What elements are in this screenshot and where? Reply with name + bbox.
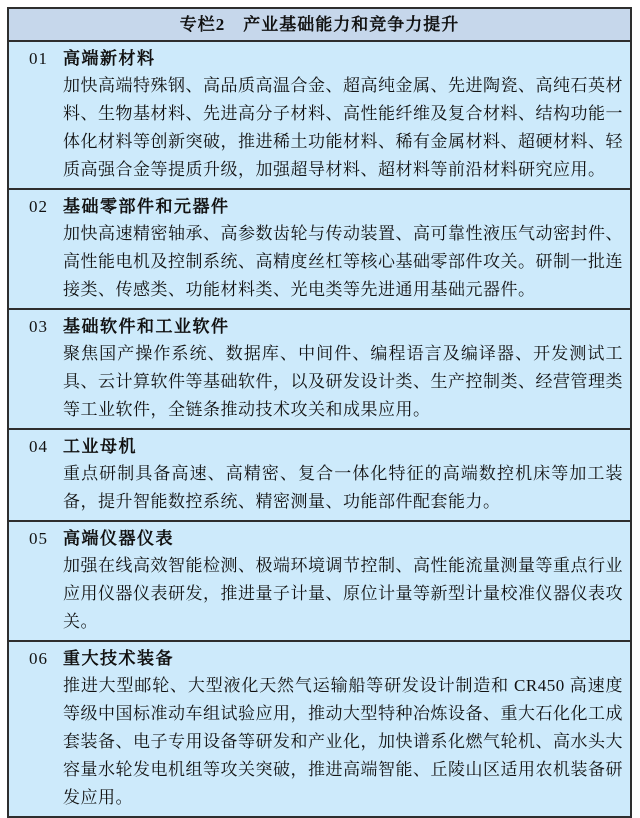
section-number: 01 [29, 49, 48, 68]
section-heading [29, 645, 623, 672]
section-body-text: 加快高速精密轴承、高参数齿轮与传动装置、高可靠性液压气动密封件、高性能电机及控制系统、高精度丝杠等核心基础零部件攻关。研制一批连接类、传感类、功能材料类、光电类等先进通用基础元器件。 [63, 224, 623, 299]
section-title: 基础零部件和元器件 [63, 197, 230, 216]
section-machine-tools [9, 428, 630, 520]
section-number: 03 [29, 317, 48, 336]
section-advanced-new-materials [9, 42, 630, 188]
section-body-text: 重点研制具备高速、高精密、复合一体化特征的高端数控机床等加工装备，提升智能数控系统、精密测量、功能部件配套能力。 [63, 464, 623, 511]
section-body-text: 聚焦国产操作系统、数据库、中间件、编程语言及编译器、开发测试工具、云计算软件等基础软件，以及研发设计类、生产控制类、经营管理类等工业软件，全链条推动技术攻关和成果应用。 [63, 344, 623, 419]
section-heading [29, 525, 623, 552]
section-number: 05 [29, 529, 48, 548]
section-basic-components [9, 188, 630, 308]
section-body-text: 推进大型邮轮、大型液化天然气运输船等研发设计制造和 CR450 高速度等级中国标准动车组试验应用，推动大型特种冶炼设备、重大石化化工成套装备、电子专用设备等研发和产业化，加快谱系化燃气轮机、高水头大容量水轮发电机组等攻关突破，推进高端智能、丘陵山区适用农机装备研发应用。 [63, 676, 623, 807]
section-heading [29, 433, 623, 460]
section-body-text: 加强在线高效智能检测、极端环境调节控制、高性能流量测量等重点行业应用仪器仪表研发，推进量子计量、原位计量等新型计量校准仪器仪表攻关。 [63, 556, 623, 631]
section-heading [29, 193, 623, 220]
section-basic-software [9, 308, 630, 428]
section-title: 高端新材料 [63, 49, 156, 68]
section-title: 高端仪器仪表 [63, 529, 174, 548]
section-number: 02 [29, 197, 48, 216]
section-number: 06 [29, 649, 48, 668]
section-instruments [9, 520, 630, 640]
section-title: 重大技术装备 [63, 649, 174, 668]
section-number: 04 [29, 437, 48, 456]
section-major-equipment [9, 640, 630, 816]
panel-body [9, 42, 630, 816]
panel-title: 专栏2 产业基础能力和竞争力提升 [9, 9, 630, 42]
section-body-text: 加快高端特殊钢、高品质高温合金、超高纯金属、先进陶瓷、高纯石英材料、生物基材料、先进高分子材料、高性能纤维及复合材料、结构功能一体化材料等创新突破，推进稀土功能材料、稀有金属材料、超硬材料、轻质高强合金等提质升级，加强超导材料、超材料等前沿材料研究应用。 [63, 76, 623, 179]
column-panel [7, 7, 632, 818]
section-title: 工业母机 [63, 437, 137, 456]
section-title: 基础软件和工业软件 [63, 317, 230, 336]
section-heading [29, 45, 623, 72]
section-heading [29, 313, 623, 340]
